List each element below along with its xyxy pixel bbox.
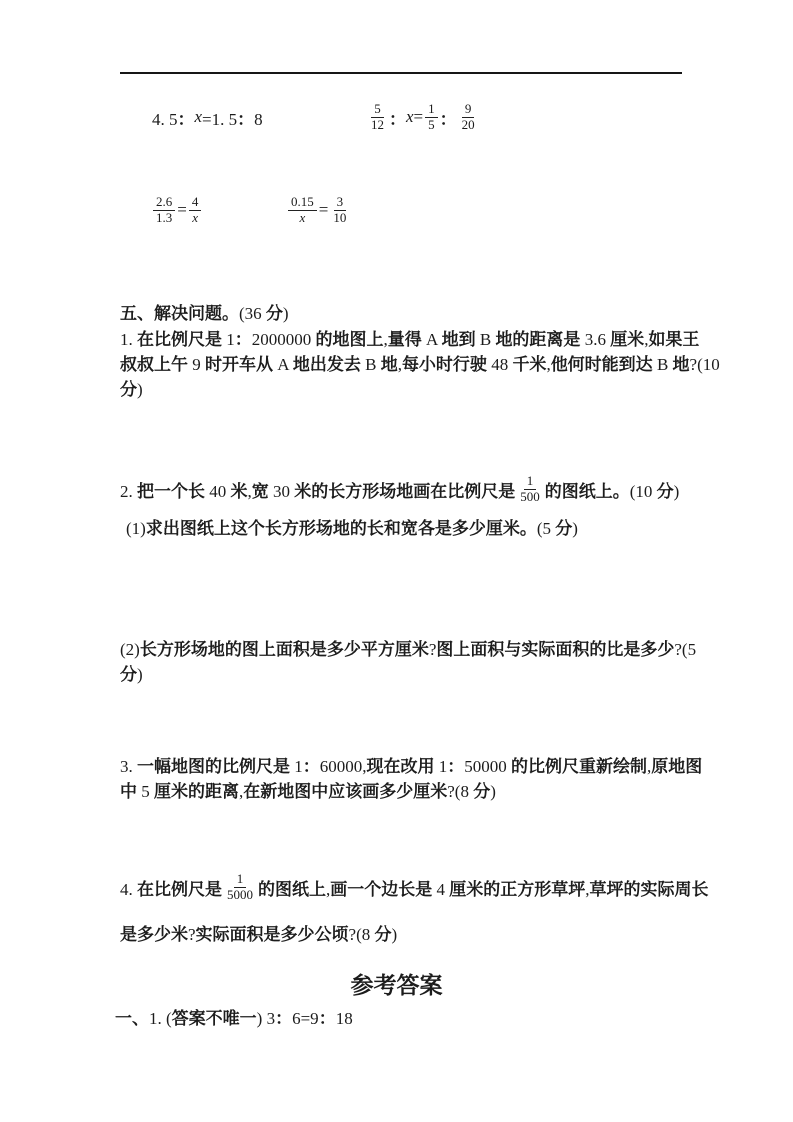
fraction: $\frac{3}{10}$: [333, 193, 347, 225]
question-2-sub-1: (1)求出图纸上这个长方形场地的长和宽各是多少厘米。(5 分): [126, 519, 578, 538]
question-2-sub-2-line-2: 分): [120, 665, 143, 684]
question-4-line-2: 是多少米?实际面积是多少公顷?(8 分): [120, 925, 398, 944]
question-3-line-2: 中 5 厘米的距离,在新地图中应该画多少厘米?(8 分): [120, 782, 496, 801]
section-five-header: 五、解决问题。(36 分): [120, 304, 289, 323]
fraction: $\frac{0.15}{x}$: [288, 195, 317, 226]
question-4-line-1: 4. 在比例尺是 $\frac{1}{5000}$ 的图纸上,画一个边长是 4 厘米的正方形草坪,草坪的实际周长: [120, 870, 709, 902]
question-1: [120, 327, 720, 402]
equation-solve-4: $\frac{0.15}{x}$ = $\frac{3}{10}$: [286, 189, 351, 231]
fraction: $\frac{1}{5}$: [425, 102, 438, 133]
top-divider-line: [120, 72, 682, 74]
answers-line-1: 一、1. (答案不唯一) 3：6=9：18: [115, 1009, 353, 1028]
answers-heading: 参考答案: [350, 972, 443, 998]
fraction: $\frac{2.6}{1.3}$: [153, 195, 175, 226]
fraction: $\frac{1}{5000}$: [227, 870, 253, 902]
equation-solve-3: $\frac{2.6}{1.3}$ = $\frac{4}{x}$: [151, 189, 203, 231]
question-3: [120, 754, 702, 804]
question-2-sub-2: [120, 637, 696, 687]
question-1-line-2: 叔叔上午 9 时开车从 A 地出发去 B 地,每小时行驶 48 千米,他何时能到达 B 地?(10: [120, 355, 720, 374]
equation-solve-1: 4. 5： x =1. 5：8: [152, 107, 263, 129]
equation-solve-2: $\frac{5}{12}$ ： x = $\frac{1}{5}$ ： $\frac{9}{20}$: [366, 96, 480, 138]
fraction: $\frac{5}{12}$: [371, 100, 384, 132]
question-3-line-1: 3. 一幅地图的比例尺是 1：60000,现在改用 1：50000 的比例尺重新绘制,原地图: [120, 757, 703, 776]
fraction: $\frac{1}{500}$: [520, 472, 540, 504]
fraction: $\frac{4}{x}$: [189, 195, 202, 226]
question-1-line-3: 分): [120, 380, 143, 399]
question-2-line-1: 2. 把一个长 40 米,宽 30 米的长方形场地画在比例尺是 $\frac{1}{500}$ 的图纸上。(10 分): [120, 472, 680, 504]
question-1-line-1: 1. 在比例尺是 1：2000000 的地图上,量得 A 地到 B 地的距离是 3.6 厘米,如果王: [120, 330, 700, 349]
question-2-sub-2-line-1: (2)长方形场地的图上面积是多少平方厘米?图上面积与实际面积的比是多少?(5: [120, 640, 697, 659]
fraction: $\frac{9}{20}$: [461, 100, 475, 132]
